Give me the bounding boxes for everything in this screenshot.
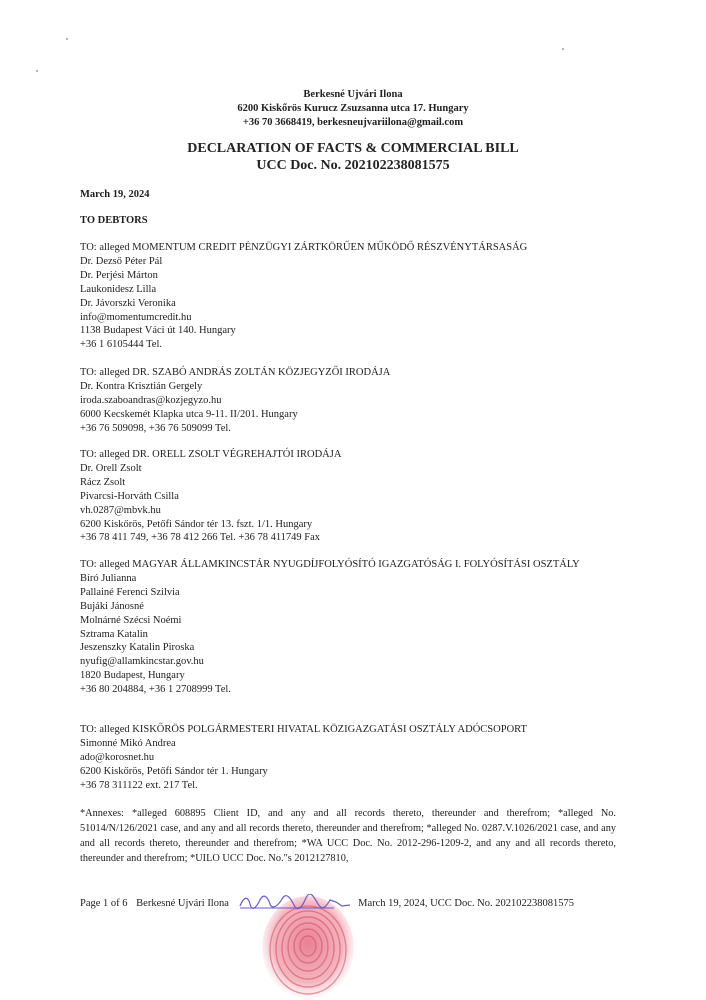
scan-speck (562, 48, 564, 50)
scan-speck (36, 70, 38, 72)
recipient-line: Rácz Zsolt (80, 476, 126, 488)
sender-address: 6200 Kiskőrös Kurucz Zsuzsanna utca 17. Hungary (237, 103, 469, 114)
recipient-email: vh.0287@mbvk.hu (80, 504, 161, 516)
recipient-line: Jeszenszky Katalin Piroska (80, 642, 195, 654)
recipient-address: 1820 Budapest, Hungary (80, 670, 185, 682)
recipient-heading: TO: alleged KISKŐRÖS POLGÁRMESTERI HIVATAL KÖZIGAZGATÁSI OSZTÁLY ADÓCSOPORT (80, 724, 527, 735)
recipient-line: Simonné Mikó Andrea (80, 737, 176, 749)
document-number: UCC Doc. No. 202102238081575 (256, 158, 450, 173)
recipient-line: Dr. Jávorszki Veronika (80, 297, 176, 309)
recipient-address: 6200 Kiskőrös, Petőfi Sándor tér 13. fszt. 1/1. Hungary (80, 518, 313, 530)
recipient-email: nyufig@allamkincstar.gov.hu (80, 656, 204, 668)
recipient-phone: +36 80 204884, +36 1 2708999 Tel. (80, 684, 231, 696)
recipient-email: ado@korosnet.hu (80, 751, 155, 763)
recipient-line: Bíró Julianna (80, 572, 137, 584)
recipient-block-tax-office (80, 723, 640, 793)
document-date: March 19, 2024 (80, 189, 150, 200)
recipient-address: 6000 Kecskemét Klapka utca 9-11. II/201. Hungary (80, 408, 298, 420)
recipient-phone: +36 1 6105444 Tel. (80, 339, 162, 351)
page-number: Page 1 of 6 (80, 898, 128, 909)
sender-contact: +36 70 3668419, berkesneujvariilona@gmail.com (242, 117, 464, 128)
recipient-line: Pivarcsi-Horváth Csilla (80, 490, 179, 502)
recipient-block-notary (80, 366, 640, 436)
to-debtors-heading: TO DEBTORS (80, 215, 148, 226)
recipient-line: Dr. Perjési Márton (80, 269, 158, 281)
recipient-line: Molnárné Szécsi Noémi (80, 614, 182, 626)
recipient-block-treasury (80, 558, 640, 697)
recipient-line: Bujáki Jánosné (80, 600, 144, 612)
handwritten-signature (238, 894, 352, 910)
recipient-email: iroda.szaboandras@kozjegyzo.hu (80, 394, 222, 406)
recipient-heading: TO: alleged DR. SZABÓ ANDRÁS ZOLTÁN KÖZJEGYZŐI IRODÁJA (80, 367, 391, 378)
recipient-heading: TO: alleged MAGYAR ÁLLAMKINCSTÁR NYUGDÍJFOLYÓSÍTÓ IGAZGATÓSÁG I. FOLYÓSÍTÁSI OSZTÁLY (80, 559, 580, 570)
recipient-heading: TO: alleged DR. ORELL ZSOLT VÉGREHAJTÓI IRODÁJA (80, 449, 342, 460)
recipient-phone: +36 76 509098, +36 76 509099 Tel. (80, 422, 231, 434)
recipient-address: 1138 Budapest Váci út 140. Hungary (80, 325, 236, 337)
recipient-heading: TO: alleged MOMENTUM CREDIT PÉNZÜGYI ZÁRTKÖRŰEN MŰKÖDŐ RÉSZVÉNYTÁRSASÁG (80, 242, 528, 253)
recipient-line: Sztrama Katalin (80, 628, 148, 640)
recipient-line: Dr. Orell Zsolt (80, 462, 142, 474)
recipient-phone: +36 78 311122 ext. 217 Tel. (80, 779, 198, 791)
recipient-line: Pallainé Ferenci Szilvia (80, 586, 180, 598)
recipient-line: Laukonidesz Lilla (80, 283, 157, 295)
annexes-paragraph: *Annexes: *alleged 608895 Client ID, and any and all records thereto, thereunder and therefrom; *alleged No. 51014/N/126/2021 case, and any and all records thereto, thereunder and therefrom; *alleged No. 0287.V.1026/2021 case, and any and all records thereto, thereunder and therefrom; *WA UCC Doc. No. 2012-296-1209-2, and any and all records thereto, thereunder and therefrom; *UILO UCC Doc. No."s 2012127810, (80, 808, 616, 864)
recipient-phone: +36 78 411 749, +36 78 412 266 Tel. +36 78 411749 Fax (80, 532, 321, 544)
recipient-line: Dr. Dezső Péter Pál (80, 255, 163, 267)
footer-date-doc: March 19, 2024, UCC Doc. No. 202102238081575 (358, 898, 574, 909)
sender-name: Berkesné Ujvári Ilona (303, 89, 403, 100)
recipient-email: info@momentumcredit.hu (80, 311, 192, 323)
recipient-block-bailiff (80, 448, 640, 545)
document-title: DECLARATION OF FACTS & COMMERCIAL BILL (187, 141, 519, 156)
scan-speck (66, 38, 68, 40)
recipient-line: Dr. Kontra Krisztián Gergely (80, 380, 203, 392)
recipient-address: 6200 Kiskőrös, Petőfi Sándor tér 1. Hungary (80, 765, 268, 777)
page-footer (80, 894, 574, 911)
recipient-block-momentum (80, 241, 640, 352)
footer-name: Berkesné Ujvári Ilona (136, 898, 229, 909)
